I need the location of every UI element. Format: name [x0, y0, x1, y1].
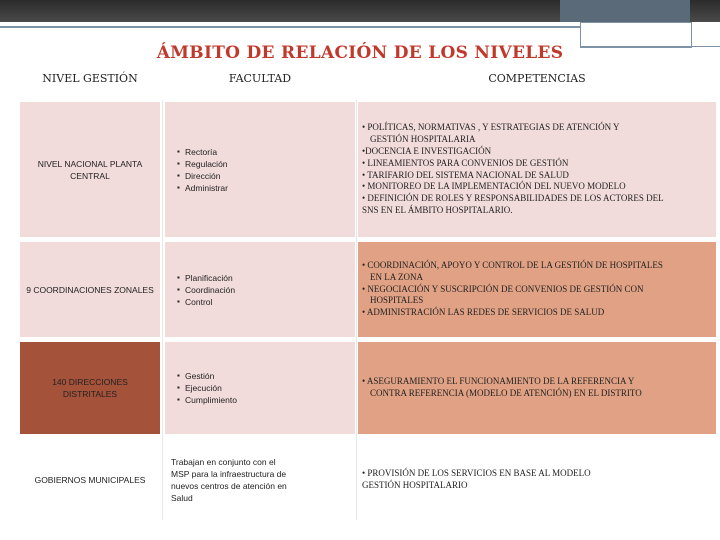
- facultad-item: ▪ Coordinación: [177, 284, 235, 296]
- competencia-item: •DOCENCIA E INVESTIGACIÓN: [362, 145, 492, 156]
- top-decor-bar: [0, 0, 720, 22]
- competencia-item: • MONITOREO DE LA IMPLEMENTACIÓN DEL NUEVO MODELO: [362, 181, 626, 192]
- row-2-nivel: [20, 242, 160, 337]
- nivel-label: 140 DIRECCIONES DISTRITALES: [52, 377, 128, 399]
- facultad-text: Trabajan en conjunto con el MSP para la infraestructura de nuevos centros de atención en Salud: [171, 457, 287, 503]
- row-3-nivel: [20, 342, 160, 434]
- row-4-competencias: [358, 439, 716, 521]
- row-4-facultad: [165, 439, 355, 521]
- competencia-item: CONTRA REFERENCIA (MODELO DE ATENCIÓN) EN EL DISTRITO: [370, 388, 642, 398]
- competencia-item: • LINEAMIENTOS PARA CONVENIOS DE GESTIÓN: [362, 157, 569, 168]
- competencias-list: [362, 260, 663, 319]
- nivel-label: NIVEL NACIONAL PLANTA CENTRAL: [37, 158, 143, 181]
- competencia-item: HOSPITALES: [370, 295, 424, 306]
- competencia-item: • ADMINISTRACIÓN LAS REDES DE SERVICIOS DE SALUD: [362, 307, 605, 318]
- competencia-item: • TARIFARIO DEL SISTEMA NACIONAL DE SALUD: [362, 169, 569, 180]
- competencia-item: SNS EN EL ÁMBITO HOSPITALARIO.: [362, 204, 513, 215]
- row-3-facultad: [165, 342, 355, 434]
- header-competencias: COMPETENCIAS: [358, 61, 716, 95]
- facultad-item: ▪ Administrar: [177, 182, 228, 194]
- competencia-item: • COORDINACIÓN, APOYO Y CONTROL DE LA GESTIÓN DE HOSPITALES: [362, 260, 663, 270]
- facultad-item: ▪ Control: [177, 296, 235, 308]
- header-facultad: FACULTAD: [165, 61, 355, 95]
- row-1-nivel: [20, 102, 160, 237]
- row-2-competencias: [358, 242, 716, 337]
- header-nivel-gestion: NIVEL GESTIÓN: [20, 61, 160, 95]
- competencias-list: [362, 376, 642, 400]
- facultad-item: ▪ Cumplimiento: [177, 394, 237, 406]
- competencia-item: • PROVISIÓN DE LOS SERVICIOS EN BASE AL MODELO: [362, 468, 591, 479]
- row-1-facultad: [165, 102, 355, 237]
- grid-divider: [162, 100, 163, 520]
- facultad-item: ▪ Gestión: [177, 370, 237, 382]
- facultad-list: [177, 272, 235, 308]
- facultad-item: ▪ Rectoría: [177, 146, 228, 158]
- nivel-label: 9 COORDINACIONES ZONALES: [26, 284, 154, 295]
- competencia-item: GESTIÓN HOSPITALARIA: [370, 134, 476, 145]
- row-4-nivel: [20, 439, 160, 521]
- facultad-item: ▪ Planificación: [177, 272, 235, 284]
- accent-line: [0, 26, 580, 28]
- grid-divider: [356, 100, 357, 520]
- facultad-list: [177, 146, 228, 194]
- competencia-item: • NEGOCIACIÓN Y SUSCRIPCIÓN DE CONVENIOS DE GESTIÓN CON: [362, 283, 644, 294]
- facultad-item: ▪ Dirección: [177, 170, 228, 182]
- top-decor-segment: [560, 0, 690, 22]
- facultad-list: [177, 370, 237, 406]
- competencia-item: GESTIÓN HOSPITALARIO: [362, 480, 468, 490]
- competencia-item: EN LA ZONA: [370, 271, 423, 282]
- competencias-list: [362, 122, 664, 216]
- row-3-competencias: [358, 342, 716, 434]
- row-1-competencias: [358, 102, 716, 237]
- competencia-item: • POLÍTICAS, NORMATIVAS , Y ESTRATEGIAS DE ATENCIÓN Y: [362, 122, 620, 133]
- slide-title: ÁMBITO DE RELACIÓN DE LOS NIVELES: [156, 43, 564, 61]
- nivel-label: GOBIERNOS MUNICIPALES: [34, 475, 146, 485]
- row-2-facultad: [165, 242, 355, 337]
- competencia-item: • ASEGURAMIENTO EL FUNCIONAMIENTO DE LA REFERENCIA Y: [362, 376, 635, 387]
- facultad-item: ▪ Regulación: [177, 158, 228, 170]
- competencia-item: • DEFINICIÓN DE ROLES Y RESPONSABILIDADES DE LOS ACTORES DEL: [362, 193, 664, 204]
- facultad-item: ▪ Ejecución: [177, 382, 237, 394]
- competencias-list: [362, 468, 591, 492]
